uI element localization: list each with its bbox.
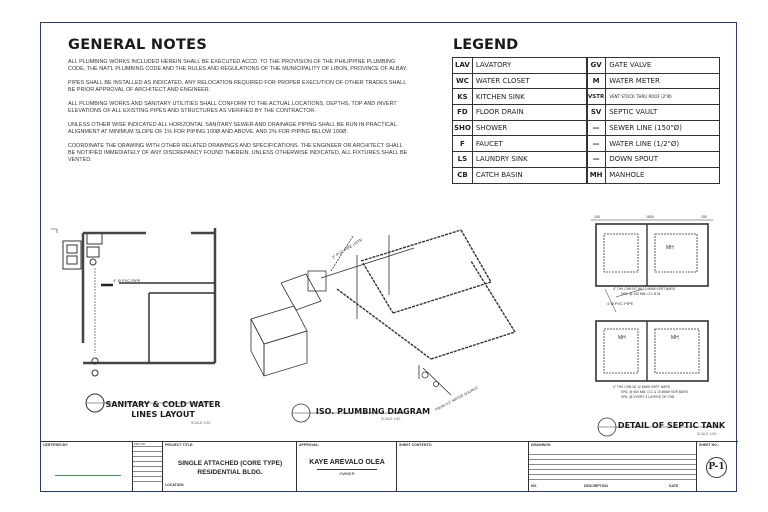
septic-tank-title: DETAIL OF SEPTIC TANK bbox=[617, 421, 726, 430]
sanitary-layout-title bbox=[103, 400, 223, 420]
prc-row bbox=[133, 457, 162, 462]
drawings-label: DRAWINGS: bbox=[531, 443, 552, 447]
septic-tank-detail bbox=[591, 220, 721, 436]
legend-abbr: SHO bbox=[453, 120, 473, 136]
sheet-contents-cell bbox=[397, 442, 529, 492]
legend-abbr: GV bbox=[587, 58, 606, 74]
legend-desc: FLOOR DRAIN bbox=[472, 105, 587, 121]
legend-abbr: LAV bbox=[453, 58, 473, 74]
prc-label: PRC NO.: bbox=[133, 442, 162, 447]
legend-abbr: MH bbox=[587, 167, 606, 183]
manhole-label: MH bbox=[618, 335, 626, 341]
legend-abbr: LS bbox=[453, 152, 473, 168]
legend-desc: LAUNDRY SINK bbox=[472, 152, 587, 168]
certified-label: CERTIFIED BY: bbox=[43, 443, 69, 447]
note-paragraph: COORDINATE THE DRAWING WITH OTHER RELATED DRAWINGS AND SPECIFICATIONS. THE ENGINEER OR ARCHITECT SHALL BE NOTIFIED IMMEDIATELY OF ANY DISCREPANCY FOUND THEREIN. UNLESS OTHERWISE INDICATED, ALL FIXTURES SHALL BE VENTED. bbox=[68, 143, 408, 163]
legend-abbr: VSTR bbox=[587, 89, 606, 105]
sheet-no-label: SHEET NO.: bbox=[699, 443, 720, 447]
project-cell bbox=[163, 442, 297, 492]
legend-desc: KITCHEN SINK bbox=[472, 89, 587, 105]
legend-abbr: M bbox=[587, 73, 606, 89]
iso-pipe-label: 2" PVC PIPE VSTR bbox=[330, 237, 364, 260]
drawing-sheet bbox=[40, 22, 737, 492]
septic-note: SPA. @ 600 MM. O.C & 10 MMØ HOR BARS bbox=[621, 390, 688, 394]
location-label: LOCATION: bbox=[165, 483, 185, 487]
plumbing-drawings bbox=[41, 23, 738, 441]
legend-abbr: FD bbox=[453, 105, 473, 121]
revision-row bbox=[529, 475, 696, 480]
iso-plumbing-diagram bbox=[251, 230, 515, 422]
prc-row bbox=[133, 462, 162, 467]
general-notes-title: GENERAL NOTES bbox=[68, 37, 208, 53]
approval-cell bbox=[297, 442, 397, 492]
sanitary-title-line-1: SANITARY & COLD WATER bbox=[105, 400, 221, 409]
legend-desc: WATER CLOSET bbox=[472, 73, 587, 89]
prc-row bbox=[133, 447, 162, 452]
revision-row bbox=[529, 465, 696, 470]
legend-desc: FAUCET bbox=[472, 136, 587, 152]
septic-note: SPA. @ 200 MM. O.C B.W bbox=[621, 292, 661, 296]
description-label: DESCRIPTION bbox=[584, 484, 608, 488]
prc-row bbox=[133, 452, 162, 457]
legend-abbr: SV bbox=[587, 105, 606, 121]
owner-line bbox=[317, 469, 377, 470]
no-label: NO. bbox=[531, 484, 538, 488]
legend-abbr: KS bbox=[453, 89, 473, 105]
revision-row bbox=[529, 455, 696, 460]
legend-title: LEGEND bbox=[453, 37, 519, 53]
legend-desc: CATCH BASIN bbox=[472, 167, 587, 183]
dimension-label: 150 bbox=[701, 215, 707, 219]
legend-desc: SEWER LINE (150"Ø) bbox=[606, 120, 720, 136]
septic-note: 4" THK CHB W/ 12 MMØ VERT. BARS bbox=[613, 385, 670, 389]
scale-label: SCALE 1:50 bbox=[381, 417, 401, 421]
note-paragraph: PIPES SHALL BE INSTALLED AS INDICATED, ANY RELOCATION REQUIRED FOR PROPER EXECUTION OF OTHER TRADES SHALL BE PRIOR APPROVAL OF ARCHITECT AND ENGINEER. bbox=[68, 80, 407, 93]
prc-row bbox=[133, 467, 162, 472]
date-label: DATE bbox=[669, 484, 679, 488]
note-paragraph: ALL PLUMBING WORKS INCLUDED HEREIN SHALL BE EXECUTED ACCD. TO THE PROVISION OF THE PHILIPPINE PLUMBING CODE, THE NAT'L PLUMBING CODE AND THE RULES AND REGULATIONS OF THE MUNICIPALITY OF LIBON, PROVINCE OF ALBAY. bbox=[68, 59, 408, 72]
iso-from-label: FROM 1/2" WATER SOURCE bbox=[434, 385, 479, 412]
certified-cell bbox=[41, 442, 133, 492]
legend-desc: WATER LINE (1/2"Ø) bbox=[606, 136, 720, 152]
legend-desc: VENT STOCK THRU ROOF (2"Ø) bbox=[606, 89, 720, 105]
prc-cell bbox=[133, 442, 163, 492]
prc-row bbox=[133, 477, 162, 482]
legend-abbr: WC bbox=[453, 73, 473, 89]
sheet-contents-label: SHEET CONTENTS: bbox=[399, 443, 433, 447]
sheet-number: P-1 bbox=[706, 457, 727, 478]
revision-row bbox=[529, 460, 696, 465]
note-paragraph: UNLESS OTHER WISE INDICATED ALL HORIZONTAL SANITARY SEWER AND DRAINAGE PIPING SHALL BE RUN IN PRACTICAL ALIGNMENT AT MINIMUM SLOPE OF 1% FOR PIPING 100Ø AND ABOVE, AND 2% FOR PIPING BELOW 100Ø. bbox=[68, 122, 397, 135]
legend-desc: SHOWER bbox=[472, 120, 587, 136]
revision-row bbox=[529, 450, 696, 455]
manhole-label: MH bbox=[666, 245, 674, 251]
legend-abbr: — bbox=[587, 120, 606, 136]
legend-abbr: CB bbox=[453, 167, 473, 183]
revision-row bbox=[529, 470, 696, 475]
iso-diagram-title: ISO. PLUMBING DIAGRAM bbox=[315, 407, 431, 416]
legend-desc: MANHOLE bbox=[606, 167, 720, 183]
prc-row bbox=[133, 472, 162, 477]
legend-abbr: F bbox=[453, 136, 473, 152]
project-label: PROJECT TITLE: bbox=[165, 443, 194, 447]
legend-abbr: — bbox=[587, 136, 606, 152]
septic-note: SPA. @ EVERY 3 LAYERS OF CHB bbox=[621, 395, 675, 399]
owner-role: OWNER bbox=[339, 471, 355, 476]
pipe-label: 4" Ø PVC PIPE bbox=[113, 278, 141, 283]
scale-label: SCALE 1:50 bbox=[191, 421, 211, 425]
legend-abbr: — bbox=[587, 152, 606, 168]
legend-desc: WATER METER bbox=[606, 73, 720, 89]
septic-pipe-label: 4"Ø PVC PIPE bbox=[607, 301, 634, 306]
manhole-label: MH bbox=[671, 335, 679, 341]
note-paragraph: ALL PLUMBING WORKS AND SANITARY UTILITIES SHALL CONFORM TO THE ACTUAL LOCATIONS, DEPTHS, TOP AND INVERT ELEVATIONS OF ALL EXISTING PIPES AND STRUCTURES AS VERIFIED BY THE CONTRACTOR. bbox=[68, 101, 397, 114]
legend-desc: LAVATORY bbox=[472, 58, 587, 74]
legend-desc: DOWN SPOUT bbox=[606, 152, 720, 168]
sheet-no-cell bbox=[697, 442, 738, 492]
title-block bbox=[41, 441, 738, 492]
drawings-cell bbox=[529, 442, 697, 492]
legend-desc: GATE VALVE bbox=[606, 58, 720, 74]
signature-line bbox=[55, 475, 121, 476]
approval-label: APPROVAL: bbox=[299, 443, 320, 447]
legend-desc: SEPTIC VAULT bbox=[606, 105, 720, 121]
sanitary-layout-plan bbox=[51, 228, 215, 412]
septic-note: 4" THK CHB RC W/ 10 MMØ VERT BARS bbox=[613, 287, 675, 291]
dimension-label: 100 bbox=[594, 215, 600, 219]
owner-name: KAYE AREVALO OLEA bbox=[309, 459, 385, 466]
project-title: SINGLE ATTACHED (CORE TYPE) RESIDENTIAL BLDG. bbox=[177, 460, 283, 476]
scale-label: SCALE 1:50 bbox=[697, 432, 717, 436]
sanitary-title-line-2: LINES LAYOUT bbox=[131, 410, 195, 419]
dimension-label: 1800 bbox=[646, 215, 654, 219]
